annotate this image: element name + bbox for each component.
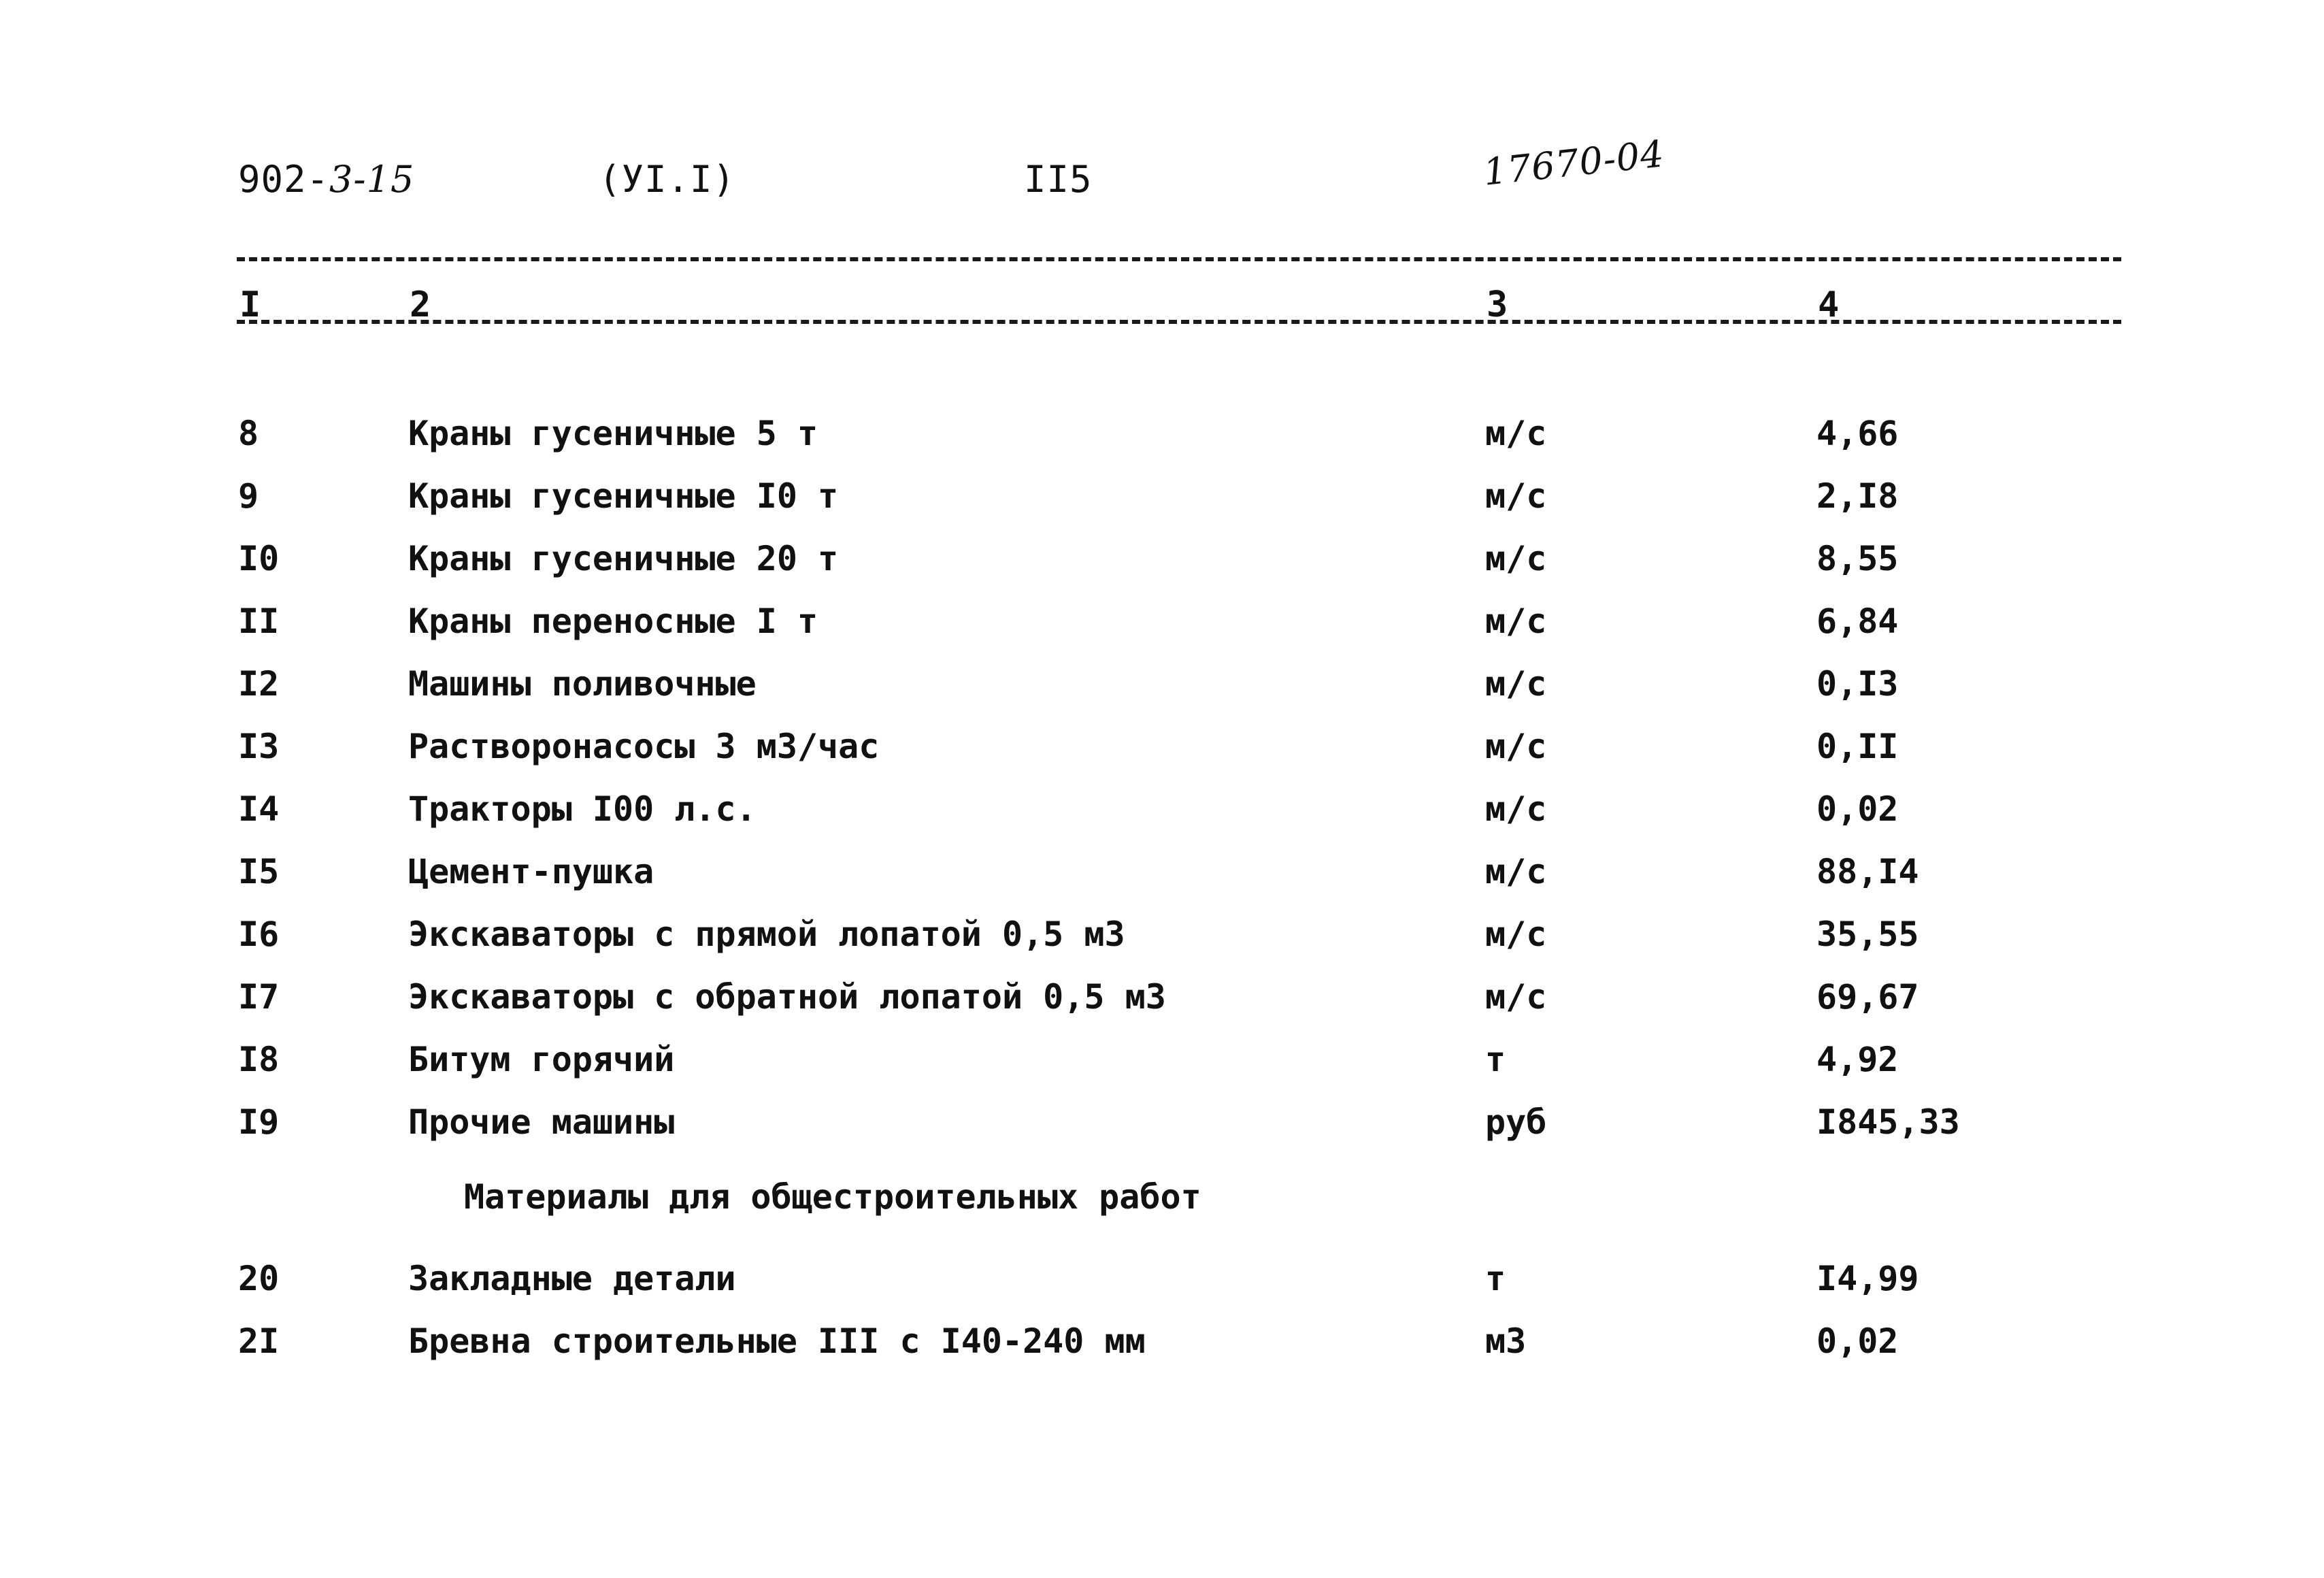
row-number: I3 [238, 727, 280, 766]
row-number: I2 [238, 664, 280, 704]
row-value: 69,67 [1816, 977, 1919, 1017]
row-number: 20 [238, 1259, 280, 1298]
row-number: I6 [238, 915, 280, 954]
row-value: 4,66 [1816, 414, 1899, 453]
column-number-2: 2 [410, 284, 431, 325]
section-heading: Материалы для общестроительных работ [464, 1177, 1201, 1217]
table-top-rule [237, 257, 2121, 261]
row-number: 2I [238, 1321, 280, 1361]
row-name: Экскаваторы с прямой лопатой 0,5 м3 [408, 915, 1125, 954]
row-number: I9 [238, 1102, 280, 1142]
row-unit: м/с [1485, 414, 1547, 453]
row-name: Краны гусеничные 20 т [408, 539, 839, 578]
table-row [0, 414, 2324, 468]
row-unit: руб [1485, 1102, 1547, 1142]
row-value: 0,I3 [1816, 664, 1899, 704]
column-number-1: I [239, 284, 261, 325]
table-row [0, 664, 2324, 719]
row-number: I8 [238, 1040, 280, 1079]
row-name: Краны переносные I т [408, 602, 818, 641]
table-row [0, 789, 2324, 844]
table-row [0, 1040, 2324, 1094]
row-unit: м3 [1485, 1321, 1527, 1361]
row-unit: м/с [1485, 602, 1547, 641]
row-value: I4,99 [1816, 1259, 1919, 1298]
page-number: II5 [1024, 158, 1093, 201]
row-unit: т [1485, 1040, 1506, 1079]
table-row [0, 852, 2324, 906]
stamp-number: 17670-04 [1481, 132, 1667, 194]
row-value: 35,55 [1816, 915, 1919, 954]
row-name: Прочие машины [408, 1102, 675, 1142]
table-row [0, 915, 2324, 969]
column-number-3: 3 [1487, 284, 1508, 325]
row-unit: м/с [1485, 476, 1547, 516]
row-unit: м/с [1485, 539, 1547, 578]
row-name: Цемент-пушка [408, 852, 654, 891]
row-name: Краны гусеничные I0 т [408, 476, 839, 516]
table-row [0, 1102, 2324, 1157]
section-label: (УI.I) [599, 158, 736, 201]
row-value: I845,33 [1816, 1102, 1960, 1142]
row-value: 2,I8 [1816, 476, 1899, 516]
row-name: Краны гусеничные 5 т [408, 414, 818, 453]
row-number: 8 [238, 414, 259, 453]
row-unit: м/с [1485, 852, 1547, 891]
row-name: Бревна строительные III с I40-240 мм [408, 1321, 1146, 1361]
row-value: 0,02 [1816, 789, 1899, 829]
row-name: Растворонасосы 3 м3/час [408, 727, 880, 766]
row-number: I5 [238, 852, 280, 891]
table-row [0, 977, 2324, 1032]
table-row [0, 1259, 2324, 1313]
row-number: I0 [238, 539, 280, 578]
row-unit: м/с [1485, 664, 1547, 704]
row-unit: м/с [1485, 977, 1547, 1017]
document-code-prefix: 902- [238, 158, 330, 201]
row-name: Машины поливочные [408, 664, 757, 704]
table-row [0, 727, 2324, 781]
table-row [0, 1321, 2324, 1376]
row-value: 6,84 [1816, 602, 1899, 641]
row-name: Битум горячий [408, 1040, 675, 1079]
row-number: II [238, 602, 280, 641]
row-name: Тракторы I00 л.с. [408, 789, 757, 829]
row-number: I4 [238, 789, 280, 829]
table-header-rule [237, 320, 2121, 324]
row-name: Экскаваторы с обратной лопатой 0,5 м3 [408, 977, 1166, 1017]
row-unit: м/с [1485, 915, 1547, 954]
row-value: 8,55 [1816, 539, 1899, 578]
row-value: 4,92 [1816, 1040, 1899, 1079]
document-code [238, 158, 414, 201]
row-value: 0,02 [1816, 1321, 1899, 1361]
row-unit: м/с [1485, 727, 1547, 766]
row-value: 0,II [1816, 727, 1899, 766]
column-number-4: 4 [1818, 284, 1840, 325]
document-code-handwritten: 3-15 [329, 158, 415, 201]
table-row [0, 539, 2324, 593]
table-row [0, 476, 2324, 531]
row-value: 88,I4 [1816, 852, 1919, 891]
row-unit: м/с [1485, 789, 1547, 829]
row-unit: т [1485, 1259, 1506, 1298]
row-name: Закладные детали [408, 1259, 736, 1298]
row-number: 9 [238, 476, 259, 516]
table-row [0, 602, 2324, 656]
row-number: I7 [238, 977, 280, 1017]
